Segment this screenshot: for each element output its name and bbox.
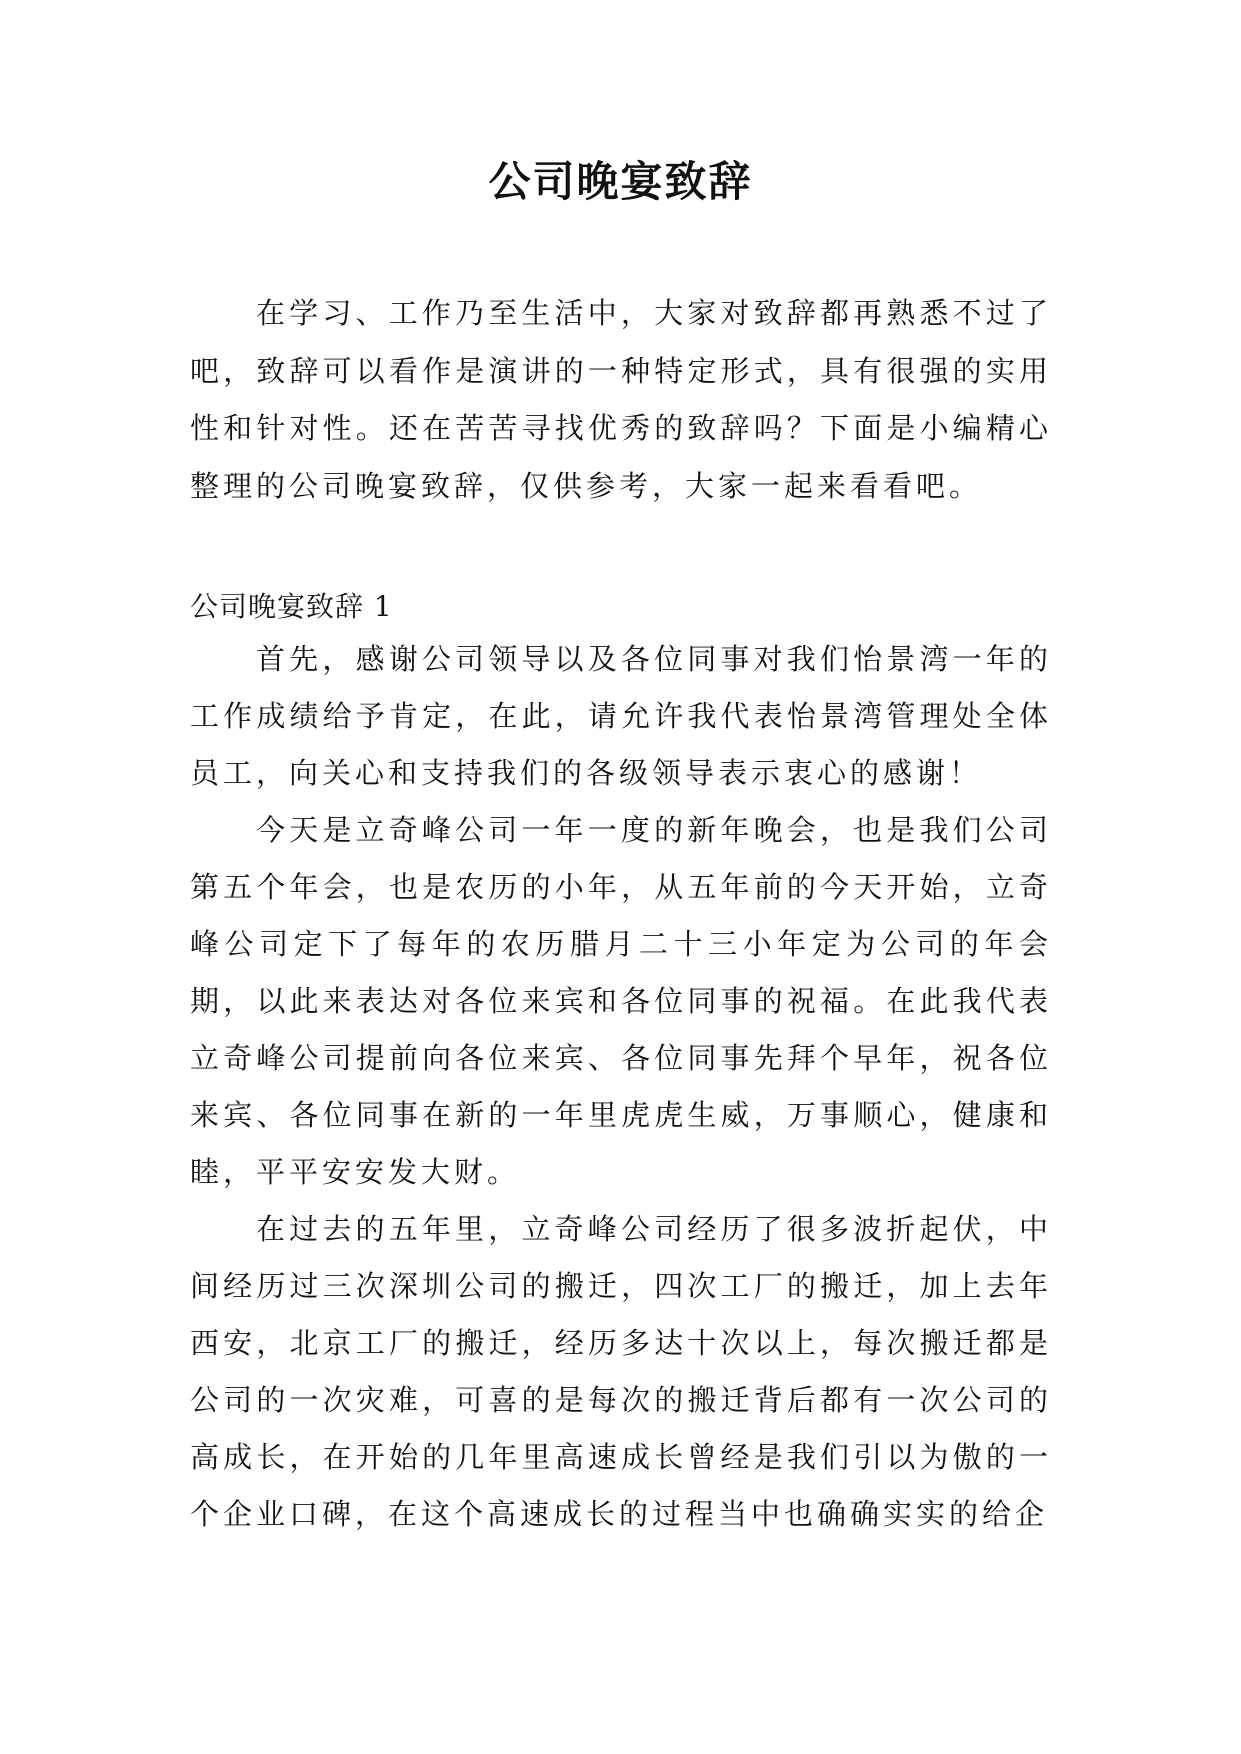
paragraph-history: 在过去的五年里，立奇峰公司经历了很多波折起伏，中间经历过三次深圳公司的搬迁，四次工厂的搬迁，加上去年西安，北京工厂的搬迁，经历多达十次以上，每次搬迁都是公司的一次灾难，可喜的是每次的搬迁背后都有一次公司的高成长，在开始的几年里高速成长曾经是我们引以为傲的一个企业口碑，在这个高速成长的过程当中也确确实实的给企	[190, 1212, 1052, 1531]
section-heading: 公司晚宴致辞 1	[190, 590, 393, 623]
intro-paragraph: 在学习、工作乃至生活中，大家对致辞都再熟悉不过了吧，致辞可以看作是演讲的一种特定形式，具有很强的实用性和针对性。还在苦苦寻找优秀的致辞吗？下面是小编精心整理的公司晚宴致辞，仅供参考，大家一起来看看吧。	[190, 296, 1052, 503]
document-title: 公司晚宴致辞	[488, 157, 753, 206]
section-body	[190, 631, 1052, 1543]
paragraph-thanks: 首先，感谢公司领导以及各位同事对我们怡景湾一年的工作成绩给予肯定，在此，请允许我代表怡景湾管理处全体员工，向关心和支持我们的各级领导表示衷心的感谢！	[190, 642, 1052, 790]
paragraph-new-year: 今天是立奇峰公司一年一度的新年晚会，也是我们公司第五个年会，也是农历的小年，从五年前的今天开始，立奇峰公司定下了每年的农历腊月二十三小年定为公司的年会期，以此来表达对各位来宾和各位同事的祝福。在此我代表立奇峰公司提前向各位来宾、各位同事先拜个早年，祝各位来宾、各位同事在新的一年里虎虎生威，万事顺心，健康和睦，平平安安发大财。	[190, 813, 1052, 1189]
